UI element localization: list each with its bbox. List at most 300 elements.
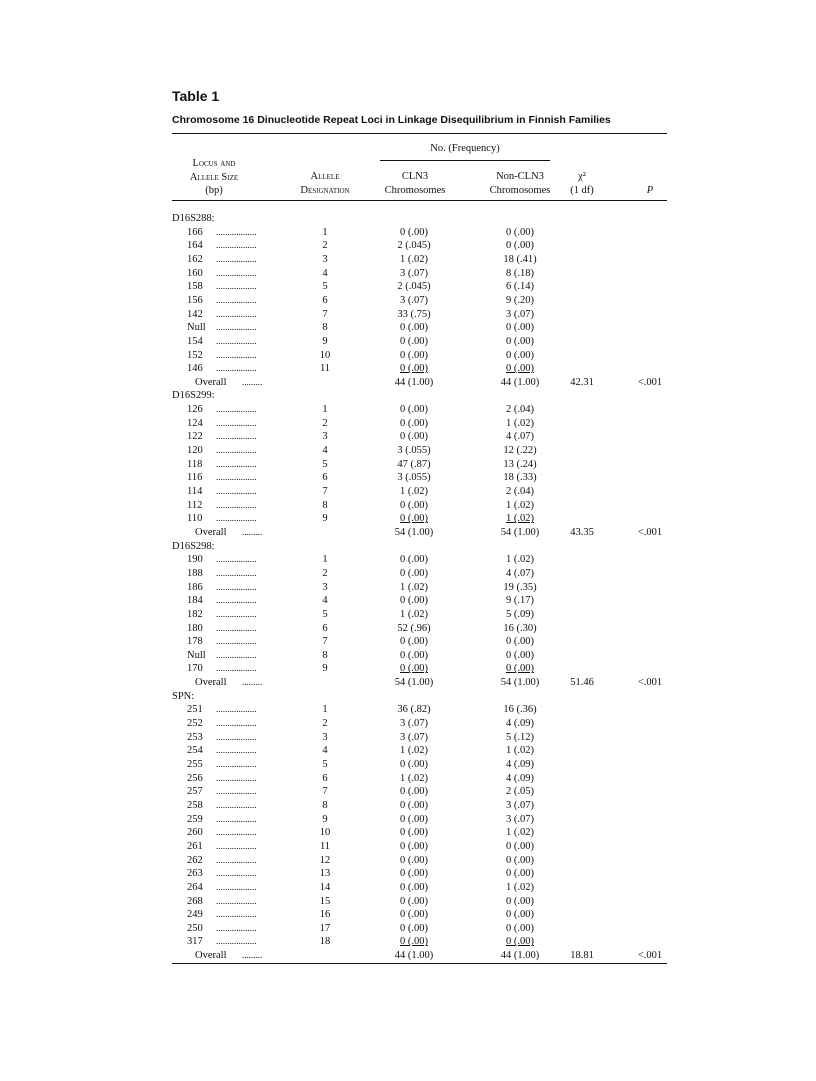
table-row [0,622,816,636]
locus-row [0,690,816,704]
table-row [0,854,816,868]
allele-size: 259 [187,813,203,825]
allele-size: 261 [187,840,203,852]
dot-leader: .................. [216,581,257,592]
allele-designation: 7 [322,308,328,320]
table-row [0,335,816,349]
allele-designation: 12 [319,854,331,866]
non-cln3-count: 5 (.12) [506,731,534,743]
allele-designation: 17 [319,922,331,934]
allele-designation: 9 [322,663,328,675]
dot-leader: ......... [242,526,263,537]
header-cln3-line1: CLN3 [401,171,429,182]
dot-leader: .................. [216,322,257,333]
cln3-count: 0 (.00) [400,813,428,825]
allele-size: 116 [187,472,203,484]
table-row [0,321,816,335]
overall-non-cln3: 54 (1.00) [500,526,540,538]
table-row [0,294,816,308]
allele-size: 162 [187,253,203,265]
chi-square-value: 42.31 [570,376,594,388]
allele-designation: 7 [322,786,328,798]
dot-leader: .................. [216,840,257,851]
cln3-count: 0 (.00) [400,417,428,429]
dot-leader: .................. [216,745,257,756]
cln3-count: 3 (.07) [400,294,428,306]
non-cln3-count: 18 (.41) [503,253,537,265]
dot-leader: .................. [216,458,257,469]
allele-designation: 2 [322,240,328,252]
dot-leader: .................. [216,704,257,715]
non-cln3-count: 2 (.04) [506,486,534,497]
allele-designation: 4 [322,595,328,607]
allele-designation: 11 [319,363,331,375]
table-row [0,485,816,499]
non-cln3-count: 2 (.05) [506,786,534,798]
dot-leader: ......... [242,376,263,387]
allele-designation: 5 [322,759,328,770]
overall-row [0,676,816,690]
header-designation-line2: Designation [300,184,350,196]
cln3-count: 1 (.02) [400,608,428,620]
cln3-count: 0 (.00) [400,895,428,907]
cln3-count: 2 (.045) [397,240,431,252]
non-cln3-count: 19 (.35) [503,581,537,593]
non-cln3-count: 3 (.07) [506,813,534,825]
dot-leader: .................. [216,786,257,797]
dot-leader: .................. [216,813,257,824]
allele-size: 142 [187,308,203,320]
cln3-count: 0 (.00) [400,636,428,648]
non-cln3-count: 4 (.09) [506,772,534,784]
dot-leader: .................. [216,922,257,933]
top-rule [172,133,667,134]
dot-leader: .................. [216,731,257,742]
dot-leader: .................. [216,294,257,305]
non-cln3-count: 2 (.04) [506,404,534,416]
overall-non-cln3: 54 (1.00) [500,677,540,689]
cln3-count: 36 (.82) [397,704,431,716]
dot-leader: .................. [216,513,257,524]
overall-cln3: 44 (1.00) [394,376,434,388]
dot-leader: .................. [216,335,257,346]
cln3-count: 0 (.00) [400,881,428,893]
non-cln3-count: 0 (.00) [506,840,534,852]
cln3-count: 0 (.00) [400,936,428,948]
table-row [0,662,816,676]
allele-designation: 9 [322,335,328,347]
bottom-rule [172,963,667,964]
table-row [0,430,816,444]
table-row [0,499,816,513]
table-row [0,280,816,294]
dot-leader: ......... [242,950,263,961]
allele-designation: 1 [322,226,328,238]
allele-size: 258 [187,799,203,811]
allele-size: 250 [187,922,203,934]
overall-label: Overall [195,526,227,538]
table-row [0,471,816,485]
non-cln3-count: 1 (.02) [506,745,534,757]
table-row [0,417,816,431]
non-cln3-count: 0 (.00) [506,649,534,661]
allele-size: 120 [187,445,203,457]
table-row [0,772,816,786]
p-value: <.001 [637,950,663,962]
allele-designation: 2 [322,718,328,730]
table-row [0,594,816,608]
cln3-count: 3 (.055) [397,445,431,457]
allele-size: 256 [187,772,203,784]
header-non-line2: Chromosomes [489,184,551,196]
header-span-label: No. (Frequency) [430,143,500,154]
allele-designation: 1 [322,554,328,566]
non-cln3-count: 5 (.09) [506,608,534,620]
dot-leader: .................. [216,404,257,415]
dot-leader: .................. [216,363,257,374]
table-row [0,813,816,827]
table-row [0,908,816,922]
allele-size: 122 [187,431,203,443]
non-cln3-count: 12 (.22) [503,445,537,457]
cln3-count: 1 (.02) [400,486,428,497]
dot-leader: .................. [216,472,257,483]
cln3-count: 33 (.75) [397,308,431,320]
cln3-count: 0 (.00) [400,513,428,525]
dot-leader: .................. [216,799,257,810]
table-row [0,349,816,363]
cln3-count: 0 (.00) [400,759,428,770]
allele-size: 112 [187,499,203,511]
allele-size: 263 [187,868,203,880]
allele-size: 190 [187,554,203,566]
header-designation-line1: Allele [310,171,340,182]
cln3-count: 0 (.00) [400,649,428,661]
cln3-count: 1 (.02) [400,745,428,757]
cln3-count: 0 (.00) [400,786,428,798]
dot-leader: .................. [216,881,257,892]
cln3-count: 0 (.00) [400,663,428,675]
non-cln3-count: 4 (.09) [506,759,534,770]
cln3-count: 1 (.02) [400,581,428,593]
header-locus [172,157,256,198]
allele-size: 110 [187,513,203,525]
cln3-count: 0 (.00) [400,840,428,852]
table-row [0,649,816,663]
dot-leader: .................. [216,718,257,729]
table-row [0,267,816,281]
cln3-count: 0 (.00) [400,404,428,416]
locus-name: D16S288: [172,213,215,224]
non-cln3-count: 0 (.00) [506,854,534,866]
dot-leader: .................. [216,772,257,783]
header-locus-line1: Locus and [192,158,236,169]
allele-size: 146 [187,363,203,375]
table-row [0,239,816,253]
locus-row [0,212,816,226]
non-cln3-count: 16 (.30) [503,622,537,634]
p-value: <.001 [637,526,663,538]
allele-size: 182 [187,608,203,620]
dot-leader: ......... [242,677,263,688]
non-cln3-count: 16 (.36) [503,704,537,716]
non-cln3-count: 0 (.00) [506,363,534,375]
header-non-line1: Non-CLN3 [496,171,544,182]
non-cln3-count: 3 (.07) [506,308,534,320]
allele-size: 166 [187,226,203,238]
allele-designation: 9 [322,813,328,825]
allele-designation: 3 [322,253,328,265]
table-row [0,308,816,322]
allele-designation: 3 [322,581,328,593]
table-row [0,403,816,417]
cln3-count: 0 (.00) [400,909,428,921]
non-cln3-count: 0 (.00) [506,335,534,347]
non-cln3-count: 9 (.17) [506,595,534,607]
table-row [0,744,816,758]
overall-cln3: 54 (1.00) [394,677,434,689]
allele-designation: 15 [319,895,331,907]
overall-row [0,526,816,540]
table-row [0,226,816,240]
table-row [0,758,816,772]
overall-cln3: 54 (1.00) [394,526,434,538]
allele-size: 152 [187,349,203,361]
table-row [0,922,816,936]
allele-designation: 8 [322,322,328,334]
dot-leader: .................. [216,267,257,278]
cln3-count: 0 (.00) [400,827,428,839]
p-value: <.001 [637,376,663,388]
table-row [0,608,816,622]
allele-size: 158 [187,281,203,293]
table-row [0,512,816,526]
locus-name: D16S298: [172,540,215,552]
non-cln3-count: 0 (.00) [506,936,534,948]
cln3-count: 0 (.00) [400,349,428,361]
locus-name: SPN: [172,690,195,702]
non-cln3-count: 13 (.24) [503,458,537,470]
allele-designation: 1 [322,704,328,716]
locus-row [0,389,816,403]
non-cln3-count: 6 (.14) [506,281,534,293]
dot-leader: .................. [216,868,257,879]
allele-size: 164 [187,240,203,252]
allele-designation: 16 [319,909,331,921]
header-chi-line1: χ² [578,171,586,182]
table-row [0,635,816,649]
allele-designation: 2 [322,567,328,579]
cln3-count: 0 (.00) [400,868,428,880]
overall-label: Overall [195,376,227,388]
allele-designation: 14 [319,881,331,893]
dot-leader: .................. [216,636,257,647]
dot-leader: .................. [216,486,257,496]
header-chi-square [562,170,602,197]
table-row [0,895,816,909]
chi-square-value: 51.46 [570,677,594,689]
dot-leader: .................. [216,253,257,264]
table-row [0,731,816,745]
dot-leader: .................. [216,431,257,442]
non-cln3-count: 1 (.02) [506,417,534,429]
dot-leader: .................. [216,226,257,237]
dot-leader: .................. [216,827,257,838]
table-row [0,444,816,458]
dot-leader: .................. [216,759,257,769]
allele-designation: 11 [319,840,331,852]
table-row [0,458,816,472]
cln3-count: 1 (.02) [400,253,428,265]
dot-leader: .................. [216,567,257,578]
non-cln3-count: 1 (.02) [506,881,534,893]
allele-size: 257 [187,786,203,798]
allele-designation: 7 [322,636,328,648]
cln3-count: 0 (.00) [400,322,428,334]
non-cln3-count: 3 (.07) [506,799,534,811]
allele-designation: 3 [322,431,328,443]
allele-size: 156 [187,294,203,306]
dot-leader: .................. [216,663,257,674]
allele-designation: 10 [319,827,331,839]
cln3-count: 0 (.00) [400,799,428,811]
allele-designation: 4 [322,267,328,279]
non-cln3-count: 1 (.02) [506,499,534,511]
non-cln3-count: 0 (.00) [506,349,534,361]
non-cln3-count: 4 (.09) [506,718,534,730]
cln3-count: 0 (.00) [400,431,428,443]
dot-leader: .................. [216,281,257,292]
allele-designation: 8 [322,799,328,811]
table-row [0,867,816,881]
overall-label: Overall [195,950,227,962]
cln3-count: 47 (.87) [397,458,431,470]
allele-designation: 6 [322,294,328,306]
header-non-cln3 [482,170,558,197]
allele-size: 124 [187,417,203,429]
allele-size: 317 [187,936,203,948]
cln3-count: 0 (.00) [400,567,428,579]
allele-designation: 9 [322,513,328,525]
allele-size: 255 [187,759,203,770]
allele-designation: 3 [322,731,328,743]
dot-leader: .................. [216,895,257,906]
cln3-count: 0 (.00) [400,363,428,375]
cln3-count: 0 (.00) [400,595,428,607]
allele-size: 268 [187,895,203,907]
table-row [0,581,816,595]
header-chi-line2: (1 df) [570,184,594,196]
table-row [0,567,816,581]
allele-size: 249 [187,909,203,921]
cln3-count: 0 (.00) [400,554,428,566]
dot-leader: .................. [216,240,257,251]
non-cln3-count: 8 (.18) [506,267,534,279]
allele-size: 262 [187,854,203,866]
dot-leader: .................. [216,499,257,510]
allele-size: 264 [187,881,203,893]
allele-designation: 10 [319,349,331,361]
allele-size: 188 [187,567,203,579]
table-row [0,826,816,840]
chi-square-value: 43.35 [570,526,594,538]
non-cln3-count: 0 (.00) [506,895,534,907]
allele-designation: 5 [322,281,328,293]
dot-leader: .................. [216,854,257,865]
header-cln3 [380,170,450,197]
header-cln3-line2: Chromosomes [384,184,446,196]
allele-designation: 6 [322,772,328,784]
header-span-rule [380,160,550,161]
cln3-count: 0 (.00) [400,922,428,934]
non-cln3-count: 0 (.00) [506,663,534,675]
allele-designation: 5 [322,608,328,620]
allele-size: 160 [187,267,203,279]
overall-non-cln3: 44 (1.00) [500,950,540,962]
dot-leader: .................. [216,595,257,606]
allele-size: 186 [187,581,203,593]
dot-leader: .................. [216,308,257,319]
allele-size: 251 [187,704,203,716]
table-label: Table 1 [172,88,220,104]
cln3-count: 2 (.045) [397,281,431,293]
dot-leader: .................. [216,554,257,565]
non-cln3-count: 0 (.00) [506,922,534,934]
dot-leader: .................. [216,349,257,360]
allele-size: 254 [187,745,203,757]
header-p: P [646,185,654,196]
allele-size: 126 [187,404,203,416]
header-rule [172,200,667,201]
non-cln3-count: 0 (.00) [506,322,534,334]
overall-row [0,376,816,390]
locus-name: D16S299: [172,390,215,402]
table-row [0,253,816,267]
table-row [0,717,816,731]
cln3-count: 0 (.00) [400,335,428,347]
overall-label: Overall [195,677,227,689]
allele-designation: 4 [322,445,328,457]
locus-row [0,540,816,554]
dot-leader: .................. [216,622,257,633]
header-locus-line2: Allele Size [189,171,239,183]
overall-row [0,949,816,963]
allele-size: Null [187,322,206,334]
header-locus-line3: (bp) [205,185,223,196]
allele-designation: 8 [322,499,328,511]
p-value: <.001 [637,677,663,689]
overall-non-cln3: 44 (1.00) [500,376,540,388]
allele-designation: 8 [322,649,328,661]
allele-designation: 1 [322,404,328,416]
table-caption: Chromosome 16 Dinucleotide Repeat Loci in Linkage Disequilibrium in Finnish Families [172,114,611,126]
non-cln3-count: 18 (.33) [503,472,537,484]
cln3-count: 1 (.02) [400,772,428,784]
allele-size: 170 [187,663,203,675]
non-cln3-count: 0 (.00) [506,226,534,238]
header-designation [285,170,365,197]
allele-designation: 7 [322,486,328,497]
chi-square-value: 18.81 [570,950,594,962]
table-row [0,362,816,376]
allele-designation: 13 [319,868,331,880]
non-cln3-count: 0 (.00) [506,636,534,648]
cln3-count: 3 (.07) [400,267,428,279]
non-cln3-count: 1 (.02) [506,554,534,566]
non-cln3-count: 9 (.20) [506,294,534,306]
dot-leader: .................. [216,445,257,456]
table-row [0,703,816,717]
